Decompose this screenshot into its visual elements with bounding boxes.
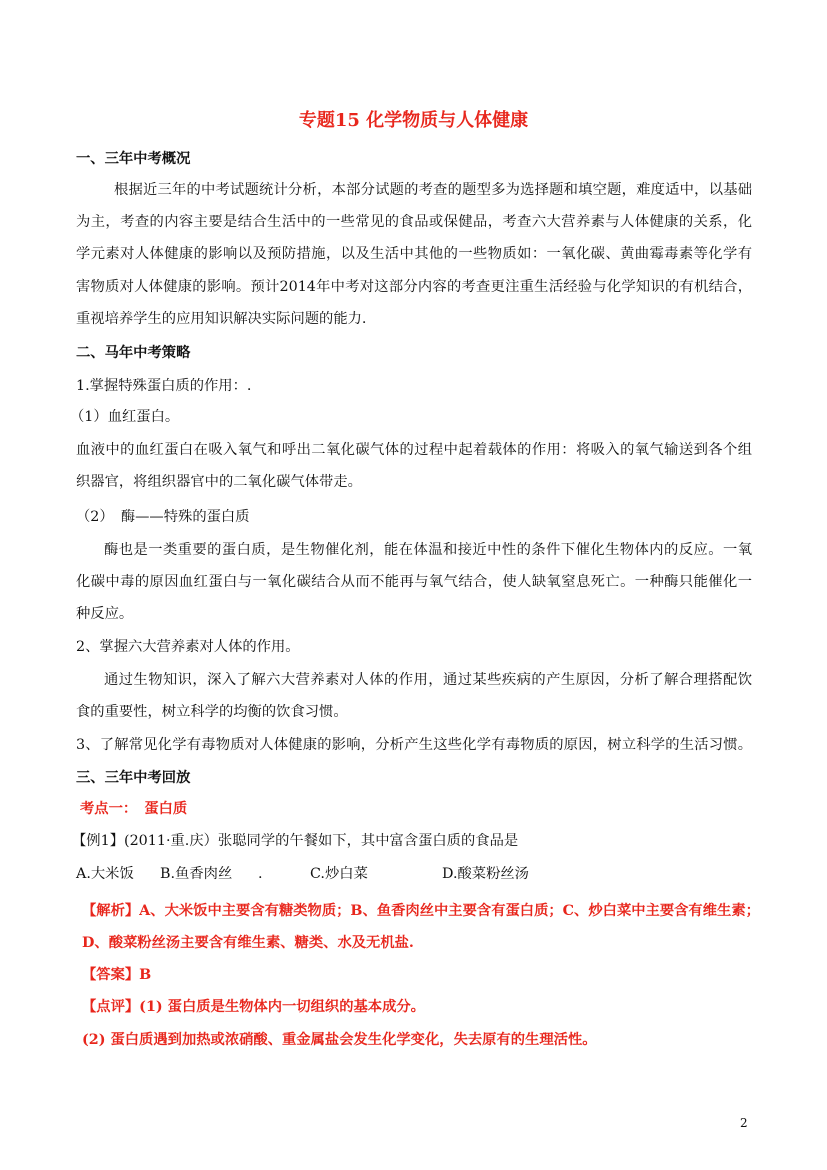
section-2-subitem-1: （1）血红蛋白。	[70, 409, 180, 425]
section-2-item-1: 1.掌握特殊蛋白质的作用：.	[76, 378, 252, 394]
section-2-item-2: 2、掌握六大营养素对人体的作用。	[76, 639, 300, 655]
section-2-paragraph-line: 织器官，将组织器官中的二氧化碳气体带走。	[76, 474, 362, 490]
section-1-paragraph-line: 害物质对人体健康的影响。预计2014年中考对这部分内容的考查更注重生活经验与化学知识的有机结合，	[76, 279, 752, 295]
choice-b: B.鱼香肉丝	[160, 866, 233, 882]
section-1-paragraph-line: 根据近三年的中考试题统计分析，本部分试题的考查的题型多为选择题和填空题，难度适中，以基础	[114, 182, 752, 198]
section-2-paragraph-line: 通过生物知识，深入了解六大营养素对人体的作用，通过某些疾病的产生原因，分析了解合理搭配饮	[104, 672, 752, 688]
section-2-paragraph-line: 食的重要性，树立科学的均衡的饮食习惯。	[76, 704, 348, 720]
document-title: 专题15 化学物质与人体健康	[298, 110, 529, 131]
section-2-paragraph-line: 化碳中毒的原因血红蛋白与一氧化碳结合从而不能再与氧气结合，使人缺氧窒息死亡。一种酶只能催化一	[76, 574, 752, 590]
section-1-heading: 一、三年中考概况	[76, 151, 191, 167]
answer-label: 【答案】B	[82, 967, 152, 983]
kaodian-label: 考点一： 蛋白质	[80, 801, 188, 817]
section-1-paragraph-line: 重视培养学生的应用知识解决实际问题的能力.	[76, 311, 367, 327]
section-2-paragraph-line: 酶也是一类重要的蛋白质，是生物催化剂，能在体温和接近中性的条件下催化生物体内的反应。一氧	[104, 542, 752, 558]
choice-dot: .	[258, 866, 263, 882]
example-question: 【例1】(2011·重.庆）张聪同学的午餐如下，其中富含蛋白质的食品是	[72, 833, 519, 849]
section-2-item-3: 3、了解常见化学有毒物质对人体健康的影响，分析产生这些化学有毒物质的原因，树立科学的生活习惯。	[76, 737, 752, 753]
section-3-heading: 三、三年中考回放	[76, 770, 191, 786]
comment-line: 【点评】(1) 蛋白质是生物体内一切组织的基本成分。	[82, 999, 425, 1015]
comment-line: (2) 蛋白质遇到加热或浓硝酸、重金属盐会发生化学变化，失去原有的生理活性。	[82, 1032, 597, 1048]
analysis-line: 【解析】A、大米饭中主要含有糖类物质；B、鱼香肉丝中主要含有蛋白质；C、炒白菜中主要含有维生素；	[82, 903, 760, 919]
choice-c: C.炒白菜	[310, 866, 368, 882]
section-2-paragraph-line: 血液中的血红蛋白在吸入氧气和呼出二氧化碳气体的过程中起着载体的作用：将吸入的氧气输送到各个组	[76, 442, 752, 458]
section-1-paragraph-line: 学元素对人体健康的影响以及预防措施，以及生活中其他的一些物质如：一氧化碳、黄曲霉毒素等化学有	[76, 246, 752, 262]
section-1-paragraph-line: 为主，考查的内容主要是结合生活中的一些常见的食品或保健品，考查六大营养素与人体健康的关系，化	[76, 214, 752, 230]
analysis-line: D、酸菜粉丝汤主要含有维生素、糖类、水及无机盐.	[82, 935, 414, 951]
page-number: 2	[740, 1116, 748, 1130]
choice-d: D.酸菜粉丝汤	[442, 866, 529, 882]
choice-a: A.大米饭	[76, 866, 134, 882]
section-2-heading: 二、马年中考策略	[76, 345, 191, 361]
section-2-subitem-2: （2） 酶——特殊的蛋白质	[76, 509, 250, 525]
section-2-paragraph-line: 种反应。	[76, 606, 134, 622]
answer-choices	[76, 864, 752, 884]
